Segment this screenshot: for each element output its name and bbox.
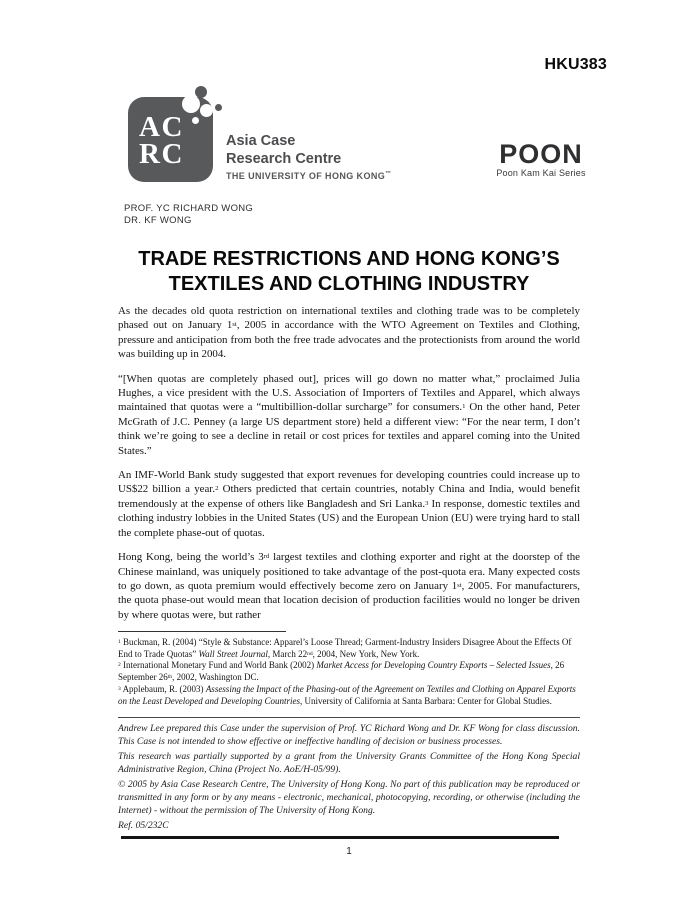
acrc-name-line1: Asia Case xyxy=(226,133,296,149)
bottom-rule xyxy=(121,836,559,839)
footnote-section xyxy=(118,631,580,707)
acrc-name-line2: Research Centre xyxy=(226,151,342,167)
footer-note-copyright: © 2005 by Asia Case Research Centre, The University of Hong Kong. No part of this publication may be reproduced or transmitted in any form or by any means - electronic, mechanical, photocopying, recording, or otherwise (including the Internet) - without the permission of The University of Hong Kong. xyxy=(118,779,580,816)
body-paragraph: Hong Kong, being the world’s 3rd largest textiles and clothing exporter and right at the doorstep of the Chinese mainland, was uniquely positioned to take advantage of the post-quota era. Many expected costs to go down, as quota premium would effectively become zero on January 1st, 2005. For manufacturers, the quota phase-out would mean that location decision of production facilities would no longer be driven by where quotas were, but rather xyxy=(118,551,580,621)
footnote-text: International Monetary Fund and World Bank (2002) Market Access for Developing Country Exports – Selected Issues, 26 September 26th, 2002, Washington DC. xyxy=(118,660,565,683)
trademark-symbol: ™ xyxy=(385,171,392,177)
bubble-dot-icon xyxy=(200,104,213,117)
acrc-monogram-line1: AC xyxy=(139,111,184,143)
footnote-marker: 2 xyxy=(118,662,121,669)
case-title-line1: TRADE RESTRICTIONS AND HONG KONG’S xyxy=(138,248,560,270)
body-paragraph: As the decades old quota restriction on international textiles and clothing trade was to be completely phased out on January 1st, 2005 in accordance with the WTO Agreement on Textiles and Clothing, pressure and anticipation from both the free trade advocates and the protectionists from around the world was building up in 2004. xyxy=(118,305,580,361)
author-line: PROF. YC RICHARD WONG xyxy=(124,203,254,214)
footer-notes xyxy=(118,717,580,836)
author-block xyxy=(124,203,253,226)
footnote xyxy=(118,660,580,683)
case-title-line2: TEXTILES AND CLOTHING INDUSTRY xyxy=(168,273,530,295)
acrc-wordmark xyxy=(226,97,392,182)
footnote xyxy=(118,637,580,660)
body-paragraph: “[When quotas are completely phased out], prices will go down no matter what,” proclaimed Julia Hughes, a vice president with the U.S. Association of Importers of Textiles and Apparel, which always maintained that quotas were a “multibillion-dollar surcharge” for consumers.$^1$ On the other hand, Peter McGrath of J.C. Penney (a large US department store) held a different view: “For the near term, I don’t think we’re going to see a decline in retail or cost prices for textiles and apparel coming into the United States.” xyxy=(118,372,581,457)
footnote-separator xyxy=(118,631,286,632)
footnote-marker: 3 xyxy=(118,685,121,692)
body-text xyxy=(118,304,580,632)
acrc-monogram xyxy=(139,111,184,170)
footer-ref-label: Ref. 05/232C xyxy=(118,820,169,832)
footnote-text: Applebaum, R. (2003) Assessing the Impact of the Phasing-out of the Agreement on Textiles and Clothing on Apparel Exports on the Least Developed and Developing Countries, University of California at Santa Barbara: Center for Global Studies. xyxy=(118,683,576,706)
bubble-dot-icon xyxy=(182,95,200,113)
page-number: 1 xyxy=(346,846,352,857)
poon-logo xyxy=(490,141,592,178)
bubble-dot-icon xyxy=(192,117,199,124)
bubble-dot-icon xyxy=(215,104,222,111)
footer-note-attribution: Andrew Lee prepared this Case under the supervision of Prof. YC Richard Wong and Dr. KF Wong for class discussion. This Case is not intended to show effective or ineffective handling of decision or business processes. xyxy=(118,723,580,747)
document-code: HKU383 xyxy=(544,56,607,73)
acrc-logo xyxy=(128,97,392,182)
poon-wordmark: POON xyxy=(499,139,583,169)
acrc-monogram-line2: RC xyxy=(139,138,184,170)
footnote xyxy=(118,684,580,707)
author-line: DR. KF WONG xyxy=(124,214,192,226)
poon-series-label: Poon Kam Kai Series xyxy=(496,168,586,178)
footnote-marker: 1 xyxy=(118,639,121,646)
case-title xyxy=(118,247,580,297)
footnote-text: Buckman, R. (2004) “Style & Substance: Apparel’s Loose Thread; Garment-Industry Insiders Disagree About the Effects Of End to Trade Quotas” Wall Street Journal, March 22nd, 2004, New York, New York. xyxy=(118,637,572,659)
university-name: THE UNIVERSITY OF HONG KONG™ xyxy=(226,171,392,181)
bubble-dot-icon xyxy=(195,86,207,98)
body-paragraph: An IMF-World Bank study suggested that export revenues for developing countries could increase up to US$22 billion a year.$^2$ Others predicted that certain countries, notably China and India, would benefit tremendously at the expense of others like Bangladesh and Sri Lanka.$^3$ In response, domestic textiles and clothing industry lobbies in the United States (US) and the European Union (EU) were trying hard to stall the complete phase-out of quotas. xyxy=(118,469,581,539)
acrc-logo-mark xyxy=(128,97,213,182)
footer-note-grant: This research was partially supported by a grant from the University Grants Committee of the Hong Kong Special Administrative Region, China (Project No. AoE/H-05/99). xyxy=(118,751,580,775)
